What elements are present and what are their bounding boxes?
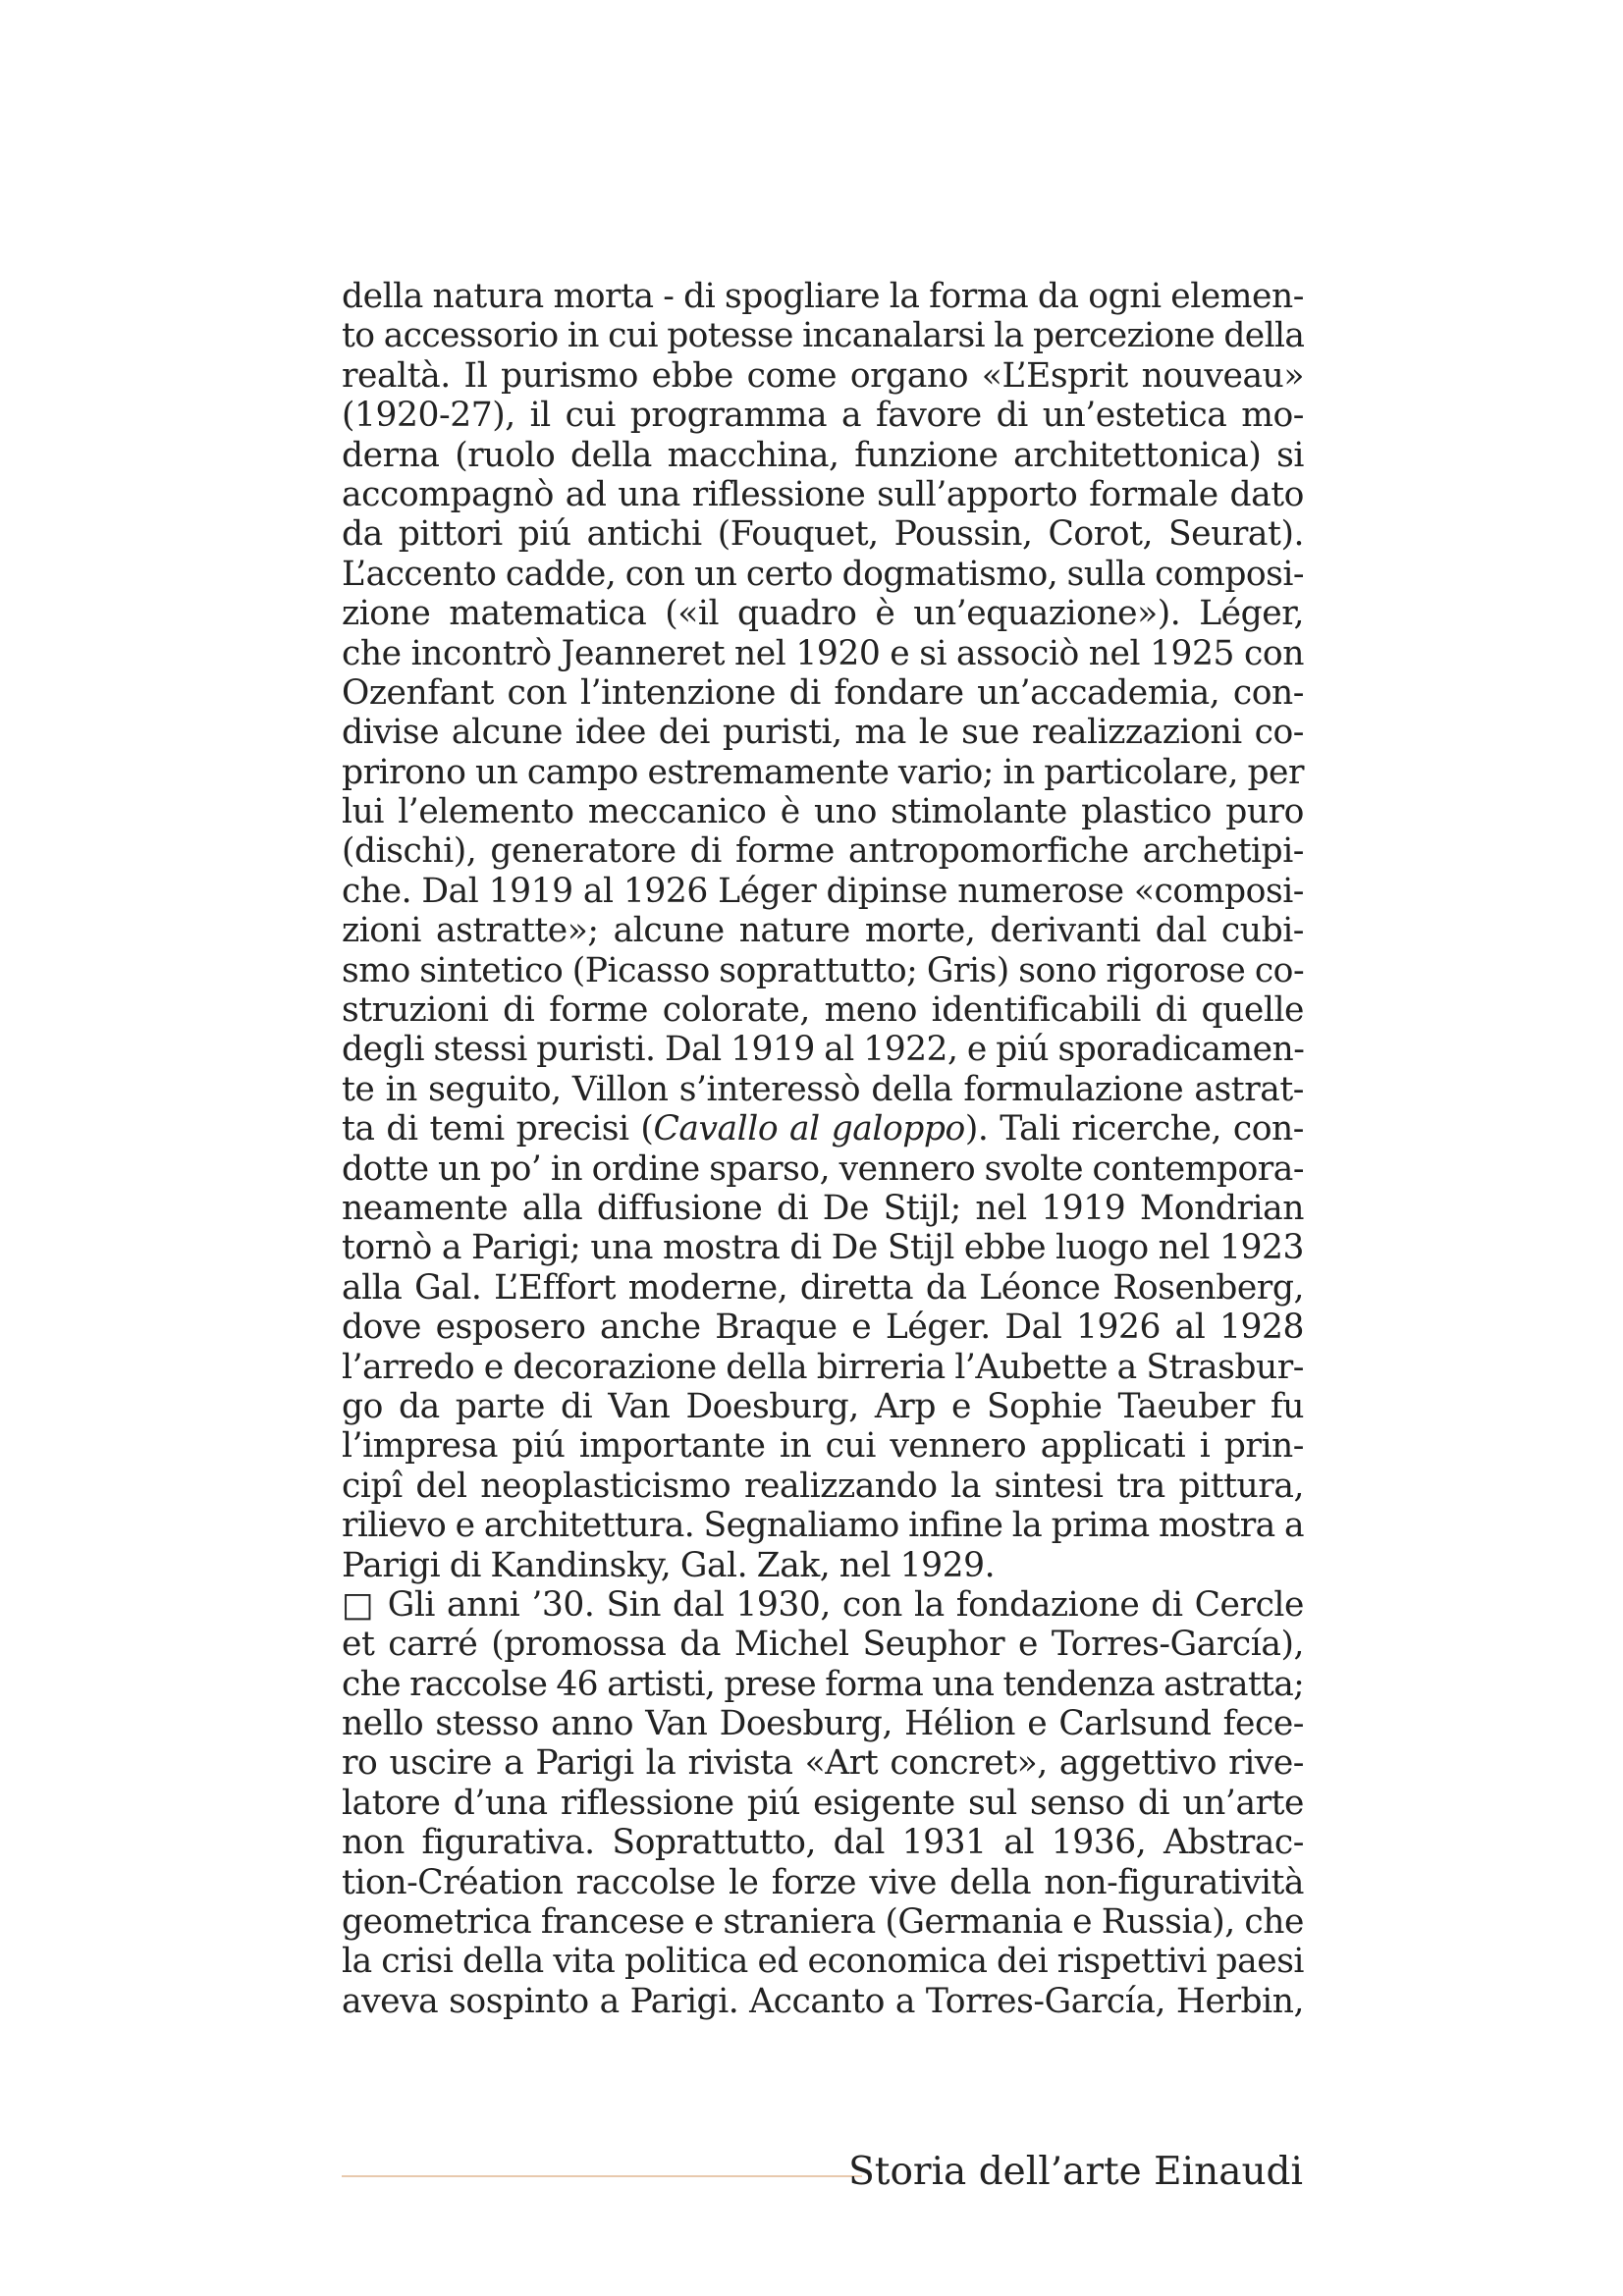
- text-line: dotte un po’ in ordine sparso, vennero svolte contempora-: [342, 1148, 1304, 1189]
- text-line: tion-Création raccolse le forze vive della non-figuratività: [342, 1862, 1304, 1902]
- text-line: realtà. Il purismo ebbe come organo «L’Esprit nouveau»: [342, 355, 1304, 396]
- text-line: ro uscire a Parigi la rivista «Art concret», aggettivo rive-: [342, 1743, 1304, 1784]
- text-line: accompagnò ad una riflessione sull’apporto formale dato: [342, 474, 1304, 514]
- text-line: nello stesso anno Van Doesburg, Hélion e Carlsund fece-: [342, 1704, 1304, 1744]
- text-line: che incontrò Jeanneret nel 1920 e si associò nel 1925 con: [342, 633, 1304, 673]
- text-line: Parigi di Kandinsky, Gal. Zak, nel 1929.: [342, 1545, 996, 1585]
- body-text: [342, 277, 1304, 2021]
- text-line: dove esposero anche Braque e Léger. Dal 1926 al 1928: [342, 1308, 1304, 1348]
- text-line: □ Gli anni ’30. Sin dal 1930, con la fondazione di Cercle: [342, 1584, 1304, 1625]
- text-line: lui l’elemento meccanico è uno stimolante plastico puro: [342, 792, 1304, 832]
- text-line: smo sintetico (Picasso soprattutto; Gris) sono rigorose co-: [342, 950, 1305, 990]
- text-line: zione matematica («il quadro è un’equazione»). Léger,: [342, 594, 1304, 634]
- text-line: geometrica francese e straniera (Germania e Russia), che: [342, 1902, 1304, 1943]
- text-line: aveva sospinto a Parigi. Accanto a Torres-García, Herbin,: [342, 1981, 1304, 2021]
- text-line: to accessorio in cui potesse incanalarsi la percezione della: [342, 316, 1305, 356]
- text-line: derna (ruolo della macchina, funzione architettonica) si: [342, 435, 1304, 475]
- text-line: latore d’una riflessione piú esigente sul senso di un’arte: [342, 1783, 1304, 1823]
- artwork-title: Cavallo al galoppo: [653, 1109, 965, 1149]
- text-line: prirono un campo estremamente vario; in particolare, per: [342, 752, 1304, 792]
- text-line: zioni astratte»; alcune nature morte, derivanti dal cubi-: [342, 911, 1304, 951]
- footer-rule: [342, 2175, 862, 2177]
- text-line: degli stessi puristi. Dal 1919 al 1922, e piú sporadicamen-: [342, 1030, 1305, 1070]
- footer-title: Storia dell’arte Einaudi: [848, 2150, 1303, 2194]
- text-line: l’arredo e decorazione della birreria l’Aubette a Strasbur-: [342, 1347, 1304, 1387]
- text-line: te in seguito, Villon s’interessò della formulazione astrat-: [342, 1069, 1304, 1109]
- text-line: che raccolse 46 artisti, prese forma una tendenza astratta;: [342, 1664, 1304, 1704]
- text-line: la crisi della vita politica ed economica dei rispettivi paesi: [342, 1942, 1304, 1982]
- text-line: neamente alla diffusione di De Stijl; nel 1919 Mondrian: [342, 1188, 1304, 1228]
- text-line: (1920-27), il cui programma a favore di un’estetica mo-: [342, 396, 1304, 436]
- text-line: rilievo e architettura. Segnaliamo infine la prima mostra a: [342, 1506, 1304, 1546]
- text-line: ta di temi precisi (Cavallo al galoppo). Tali ricerche, con-: [342, 1109, 1305, 1149]
- text-line: divise alcune idee dei puristi, ma le sue realizzazioni co-: [342, 713, 1304, 753]
- text-line: (dischi), generatore di forme antropomorfiche archetipi-: [342, 831, 1304, 872]
- text-line: et carré (promossa da Michel Seuphor e Torres-García),: [342, 1625, 1304, 1665]
- text-line: struzioni di forme colorate, meno identificabili di quelle: [342, 990, 1304, 1031]
- text-line: da pittori piú antichi (Fouquet, Poussin, Corot, Seurat).: [342, 514, 1304, 555]
- text-line: cipî del neoplasticismo realizzando la sintesi tra pittura,: [342, 1466, 1304, 1506]
- text-line: Ozenfant con l’intenzione di fondare un’accademia, con-: [342, 672, 1304, 713]
- text-line: non figurativa. Soprattutto, dal 1931 al 1936, Abstrac-: [342, 1823, 1304, 1863]
- text-line: che. Dal 1919 al 1926 Léger dipinse numerose «composi-: [342, 871, 1304, 911]
- text-line: alla Gal. L’Effort moderne, diretta da Léonce Rosenberg,: [342, 1267, 1304, 1308]
- text-line: go da parte di Van Doesburg, Arp e Sophie Taeuber fu: [342, 1386, 1304, 1426]
- text-line: della natura morta - di spogliare la forma da ogni elemen-: [342, 277, 1304, 316]
- text-line: tornò a Parigi; una mostra di De Stijl ebbe luogo nel 1923: [342, 1228, 1304, 1268]
- text-line: L’accento cadde, con un certo dogmatismo, sulla composi-: [342, 554, 1304, 594]
- text-line: l’impresa piú importante in cui vennero applicati i prin-: [342, 1426, 1304, 1467]
